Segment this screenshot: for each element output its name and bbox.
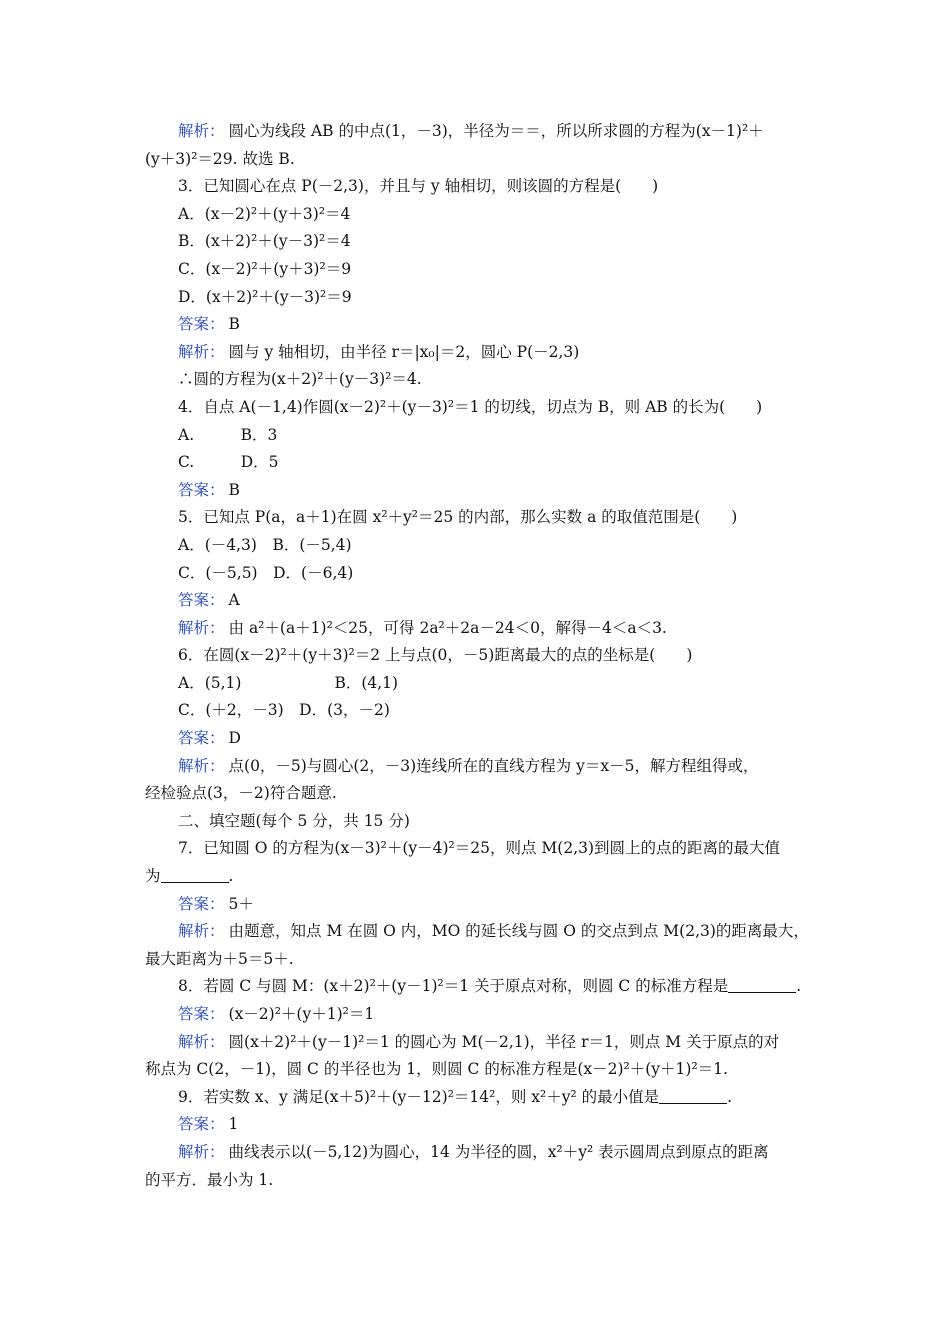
answer-blank <box>728 976 796 993</box>
line-text: 1 <box>228 1115 239 1134</box>
line-text: D．(x＋2)²＋(y－3)²＝9 <box>178 287 352 306</box>
line-text: A <box>228 591 240 610</box>
line-text: 为 <box>145 867 161 886</box>
analysis-label: 解析： <box>178 922 225 941</box>
line-text: 3．已知圆心在点 P(－2,3)，并且与 y 轴相切，则该圆的方程是( ) <box>178 177 659 196</box>
answer-label: 答案： <box>178 315 225 334</box>
text-line <box>145 228 815 256</box>
line-text: 最大距离为＋5＝5＋. <box>145 949 294 968</box>
line-text-end: . <box>727 1087 733 1106</box>
line-text: D <box>228 729 241 748</box>
text-line <box>145 918 815 946</box>
line-text: B <box>228 480 240 499</box>
text-line <box>145 560 815 588</box>
text-line <box>145 422 815 450</box>
text-line <box>145 1001 815 1029</box>
text-line <box>145 725 815 753</box>
text-line <box>145 449 815 477</box>
text-line <box>145 284 815 312</box>
line-text: A．(－4,3) B．(－5,4) <box>178 535 352 554</box>
line-text: 4．自点 A(－1,4)作圆(x－2)²＋(y－3)²＝1 的切线，切点为 B，则 AB 的长为( ) <box>178 397 763 416</box>
text-line <box>145 339 815 367</box>
text-line <box>145 173 815 201</box>
text-line <box>145 808 815 836</box>
line-text: B．(x＋2)²＋(y－3)²＝4 <box>178 232 351 251</box>
answer-label: 答案： <box>178 480 225 499</box>
line-text: 点(0，－5)与圆心(2，－3)连线所在的直线方程为 y＝x－5，解方程组得或， <box>228 756 759 775</box>
line-text: ∴圆的方程为(x＋2)²＋(y－3)²＝4. <box>178 370 422 389</box>
text-line <box>145 532 815 560</box>
line-text: C．(＋2，－3) D．(3，－2) <box>178 701 390 720</box>
text-line <box>145 946 815 974</box>
line-text: (x－2)²＋(y＋1)²＝1 <box>228 1005 375 1023</box>
text-line <box>145 615 815 643</box>
text-line <box>145 891 815 919</box>
line-text: (y＋3)²＝29. 故选 B. <box>145 149 295 168</box>
text-line <box>145 1029 815 1057</box>
text-line <box>145 118 815 146</box>
answer-label: 答案： <box>178 894 225 913</box>
answer-label: 答案： <box>178 1005 225 1023</box>
text-line <box>145 1056 815 1084</box>
text-line <box>145 394 815 422</box>
line-text-end: . <box>796 977 802 996</box>
text-line <box>145 863 815 891</box>
text-line <box>145 697 815 725</box>
line-text: 圆(x＋2)²＋(y－1)²＝1 的圆心为 M(－2,1)，半径 r＝1，则点 M 关于原点的对 <box>228 1032 780 1051</box>
document-page <box>145 118 815 1194</box>
analysis-label: 解析： <box>178 618 225 637</box>
line-text: C. D．5 <box>178 453 279 472</box>
line-text-end: . <box>228 867 234 886</box>
line-text: 5．已知点 P(a，a＋1)在圆 x²＋y²＝25 的内部，那么实数 a 的取值范围是( ) <box>178 508 738 527</box>
line-text: 圆与 y 轴相切，由半径 r＝|x₀|＝2，圆心 P(－2,3) <box>228 342 580 361</box>
text-line <box>145 587 815 615</box>
line-text: 的平方．最小为 1. <box>145 1170 274 1189</box>
text-line <box>145 201 815 229</box>
text-line <box>145 1111 815 1139</box>
line-text: 6．在圆(x－2)²＋(y＋3)²＝2 上与点(0，－5)距离最大的点的坐标是( ) <box>178 646 693 665</box>
analysis-label: 解析： <box>178 122 225 140</box>
text-line <box>145 477 815 505</box>
text-line <box>145 256 815 284</box>
answer-label: 答案： <box>178 591 225 610</box>
line-text: 由 a²＋(a＋1)²＜25，可得 2a²＋2a－24＜0，解得－4＜a＜3. <box>228 618 667 637</box>
answer-label: 答案： <box>178 729 225 748</box>
text-line <box>145 146 815 174</box>
text-line <box>145 973 815 1001</box>
line-text: C．(－5,5) D．(－6,4) <box>178 563 354 582</box>
line-text: A．(x－2)²＋(y＋3)²＝4 <box>178 204 351 223</box>
text-line <box>145 504 815 532</box>
analysis-label: 解析： <box>178 1142 225 1161</box>
line-text: 经检验点(3，－2)符合题意. <box>145 784 337 803</box>
text-line <box>145 670 815 698</box>
line-text: C．(x－2)²＋(y＋3)²＝9 <box>178 259 352 278</box>
text-line <box>145 1084 815 1112</box>
text-line <box>145 366 815 394</box>
line-text: 由题意，知点 M 在圆 O 内，MO 的延长线与圆 O 的交点到点 M(2,3)的距离最大， <box>228 922 809 941</box>
text-line <box>145 642 815 670</box>
line-text: 二、填空题(每个 5 分，共 15 分) <box>178 811 410 830</box>
answer-label: 答案： <box>178 1115 225 1134</box>
answer-blank <box>659 1087 727 1104</box>
answer-blank <box>161 866 229 883</box>
line-text: 5＋ <box>228 894 254 913</box>
line-text: 曲线表示以(－5,12)为圆心，14 为半径的圆，x²＋y² 表示圆周点到原点的距离 <box>228 1142 769 1161</box>
line-text: 7．已知圆 O 的方程为(x－3)²＋(y－4)²＝25，则点 M(2,3)到圆上的点的距离的最大值 <box>178 839 781 858</box>
line-text: A．(5,1) B．(4,1) <box>178 673 399 692</box>
text-line <box>145 1139 815 1167</box>
analysis-label: 解析： <box>178 342 225 361</box>
line-text: 称点为 C(2，－1)，圆 C 的半径也为 1，则圆 C 的标准方程是(x－2)²＋(y＋1)²＝1. <box>145 1060 728 1079</box>
analysis-label: 解析： <box>178 756 225 775</box>
text-line <box>145 753 815 781</box>
text-line <box>145 780 815 808</box>
line-text: B <box>228 315 240 334</box>
text-line <box>145 311 815 339</box>
line-text: 8．若圆 C 与圆 M：(x＋2)²＋(y－1)²＝1 关于原点对称，则圆 C 的标准方程是 <box>178 977 729 996</box>
text-line <box>145 835 815 863</box>
line-text: 9．若实数 x、y 满足(x＋5)²＋(y－12)²＝14²，则 x²＋y² 的最小值是 <box>178 1087 660 1106</box>
text-line <box>145 1167 815 1195</box>
line-text: 圆心为线段 AB 的中点(1，－3)，半径为＝＝，所以所求圆的方程为(x－1)²＋ <box>228 122 764 140</box>
line-text: A. B．3 <box>178 425 278 444</box>
analysis-label: 解析： <box>178 1032 225 1051</box>
